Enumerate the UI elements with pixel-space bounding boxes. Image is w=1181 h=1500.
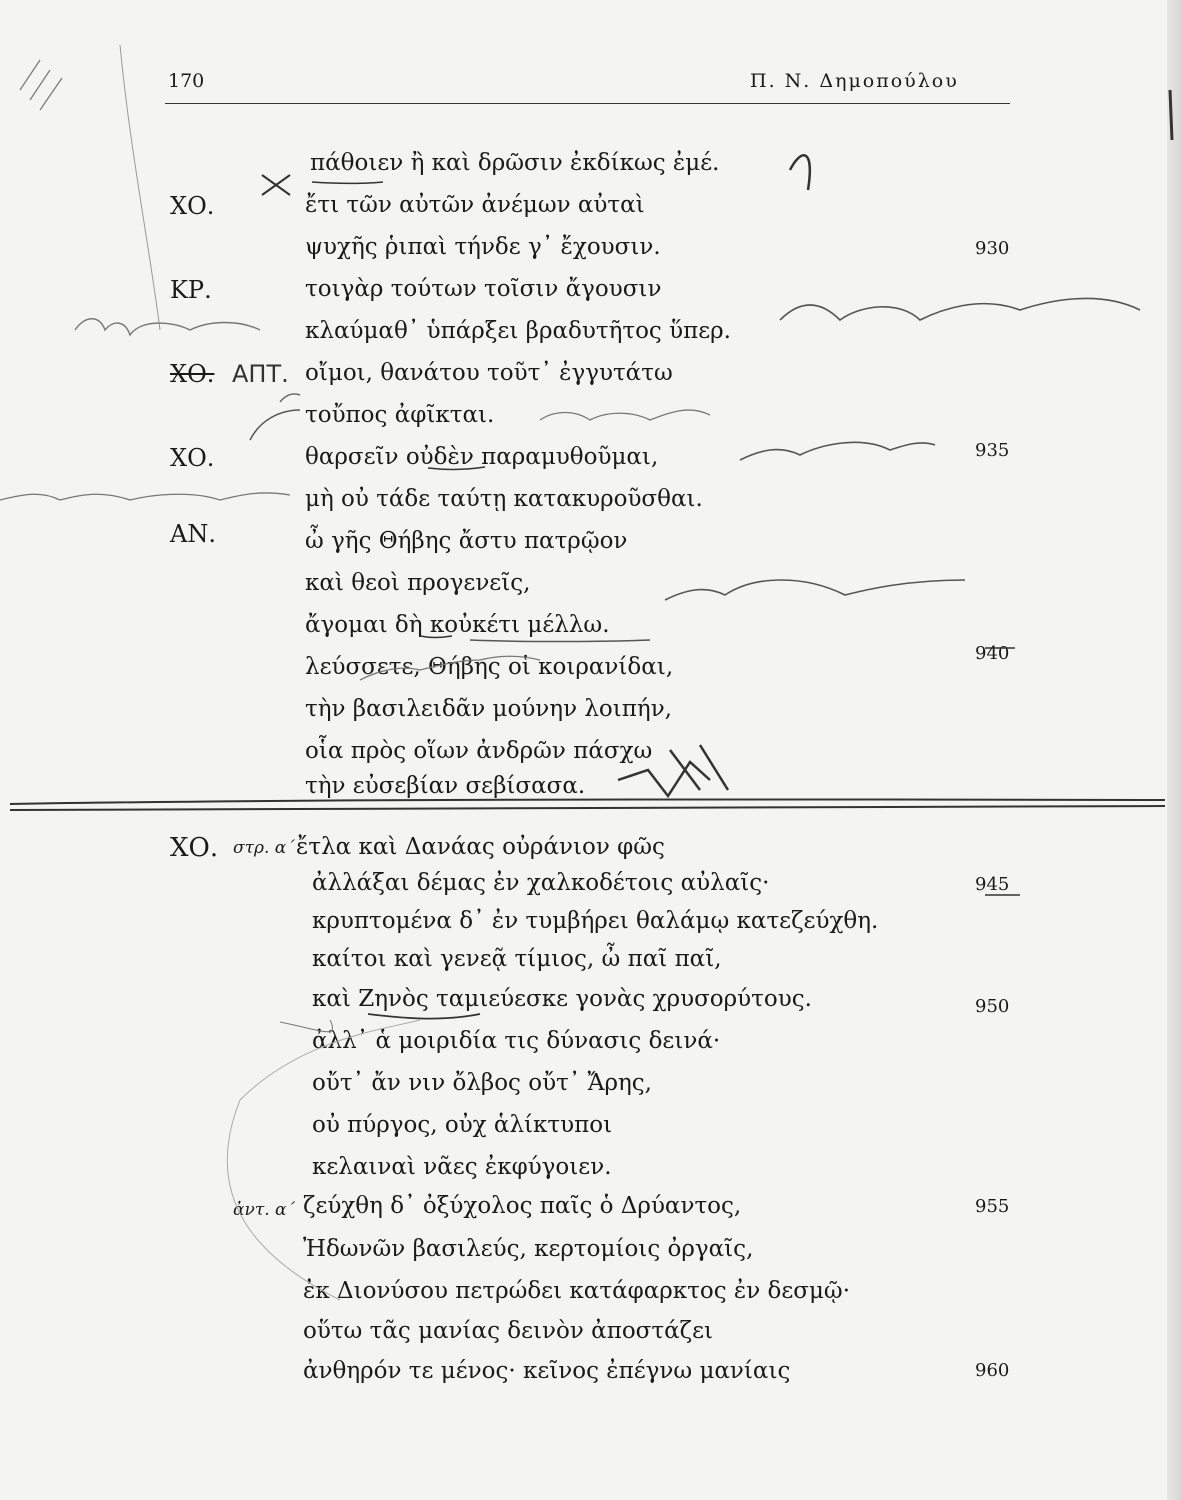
speaker-label: ΑΝ.: [170, 520, 216, 548]
verse-line: Ἠδωνῶν βασιλεύς, κερτομίοις ὀργαῖς,: [303, 1236, 754, 1262]
speaker-label: ΧΟ.: [170, 360, 215, 388]
verse-line: θαρσεῖν οὐδὲν παραμυθοῦμαι,: [305, 444, 659, 470]
line-number: 930: [975, 238, 1010, 259]
verse-line: καίτοι καὶ γενεᾷ τίμιος, ὦ παῖ παῖ,: [312, 946, 722, 972]
speaker-label: ΧΟ.: [170, 833, 219, 863]
line-number: 935: [975, 440, 1010, 461]
verse-line: ἐκ Διονύσου πετρώδει κατάφαρκτος ἐν δεσμῷ·: [303, 1278, 851, 1304]
verse-line: οἴμοι, θανάτου τοῦτ᾽ ἐγγυτάτω: [305, 360, 673, 386]
line-number: 940: [975, 643, 1010, 664]
page-number: 170: [168, 70, 205, 92]
verse-line: καὶ θεοὶ προγενεῖς,: [305, 570, 531, 596]
verse-line: ὦ γῆς Θήβης ἄστυ πατρῷον: [305, 528, 628, 554]
verse-line: κελαιναὶ νᾶες ἐκφύγοιεν.: [312, 1154, 612, 1180]
line-number: 955: [975, 1196, 1010, 1217]
verse-line: κλαύμαθ᾽ ὑπάρξει βραδυτῆτος ὕπερ.: [305, 318, 731, 344]
verse-line: ἔτι τῶν αὐτῶν ἀνέμων αὐταὶ: [305, 192, 645, 218]
verse-line: ἄγομαι δὴ κοὐκέτι μέλλω.: [305, 612, 610, 638]
verse-line: οὕτω τᾶς μανίας δεινὸν ἀποστάζει: [303, 1318, 714, 1344]
line-number: 960: [975, 1360, 1010, 1381]
speaker-label: ΚΡ.: [170, 276, 212, 304]
verse-line: ἀλλάξαι δέμας ἐν χαλκοδέτοις αὐλαῖς·: [312, 870, 770, 896]
verse-line: οἷα πρὸς οἵων ἀνδρῶν πάσχω: [305, 738, 653, 764]
verse-line: ἀλλ᾽ ἁ μοιριδία τις δύνασις δεινά·: [312, 1028, 721, 1054]
verse-line: ἀνθηρόν τε μένος· κεῖνος ἐπέγνω μανίαις: [303, 1358, 791, 1384]
verse-line: ζεύχθη δ᾽ ὀξύχολος παῖς ὁ Δρύαντος,: [303, 1193, 742, 1219]
verse-line: οὔτ᾽ ἄν νιν ὄλβος οὔτ᾽ Ἄρης,: [312, 1070, 652, 1096]
running-head-author: Π. Ν. Δημοπούλου: [750, 70, 959, 92]
line-number: 950: [975, 996, 1010, 1017]
handwritten-apt: ΑΠΤ.: [232, 360, 289, 388]
verse-line: τοιγὰρ τούτων τοῖσιν ἄγουσιν: [305, 276, 662, 302]
verse-line: ψυχῆς ῥιπαὶ τήνδε γ᾽ ἔχουσιν.: [305, 234, 661, 260]
verse-line: πάθοιεν ἢ καὶ δρῶσιν ἐκδίκως ἐμέ.: [310, 150, 720, 176]
verse-line: λεύσσετε, Θήβης οἱ κοιρανίδαι,: [305, 654, 674, 680]
verse-line: οὐ πύργος, οὐχ ἁλίκτυποι: [312, 1112, 613, 1138]
speaker-label: ΧΟ.: [170, 192, 215, 220]
verse-line: μὴ οὐ τάδε ταύτῃ κατακυροῦσθαι.: [305, 486, 703, 512]
verse-line: ἔτλα καὶ Δανάας οὐράνιον φῶς: [296, 834, 665, 860]
verse-line: τὴν βασιλειδᾶν μούνην λοιπήν,: [305, 696, 672, 722]
verse-line: κρυπτομένα δ᾽ ἐν τυμβήρει θαλάμῳ κατεζεύχθη.: [312, 908, 879, 934]
strophe-label: στρ. α´: [233, 838, 295, 858]
verse-line: καὶ Ζηνὸς ταμιεύεσκε γονὰς χρυσορύτους.: [312, 986, 812, 1012]
verse-line: τοὔπος ἀφῖκται.: [305, 402, 495, 428]
speaker-label: ΧΟ.: [170, 444, 215, 472]
strophe-label: ἀντ. α´: [233, 1200, 296, 1220]
verse-line: τὴν εὐσεβίαν σεβίσασα.: [305, 773, 586, 799]
line-number: 945: [975, 874, 1010, 895]
